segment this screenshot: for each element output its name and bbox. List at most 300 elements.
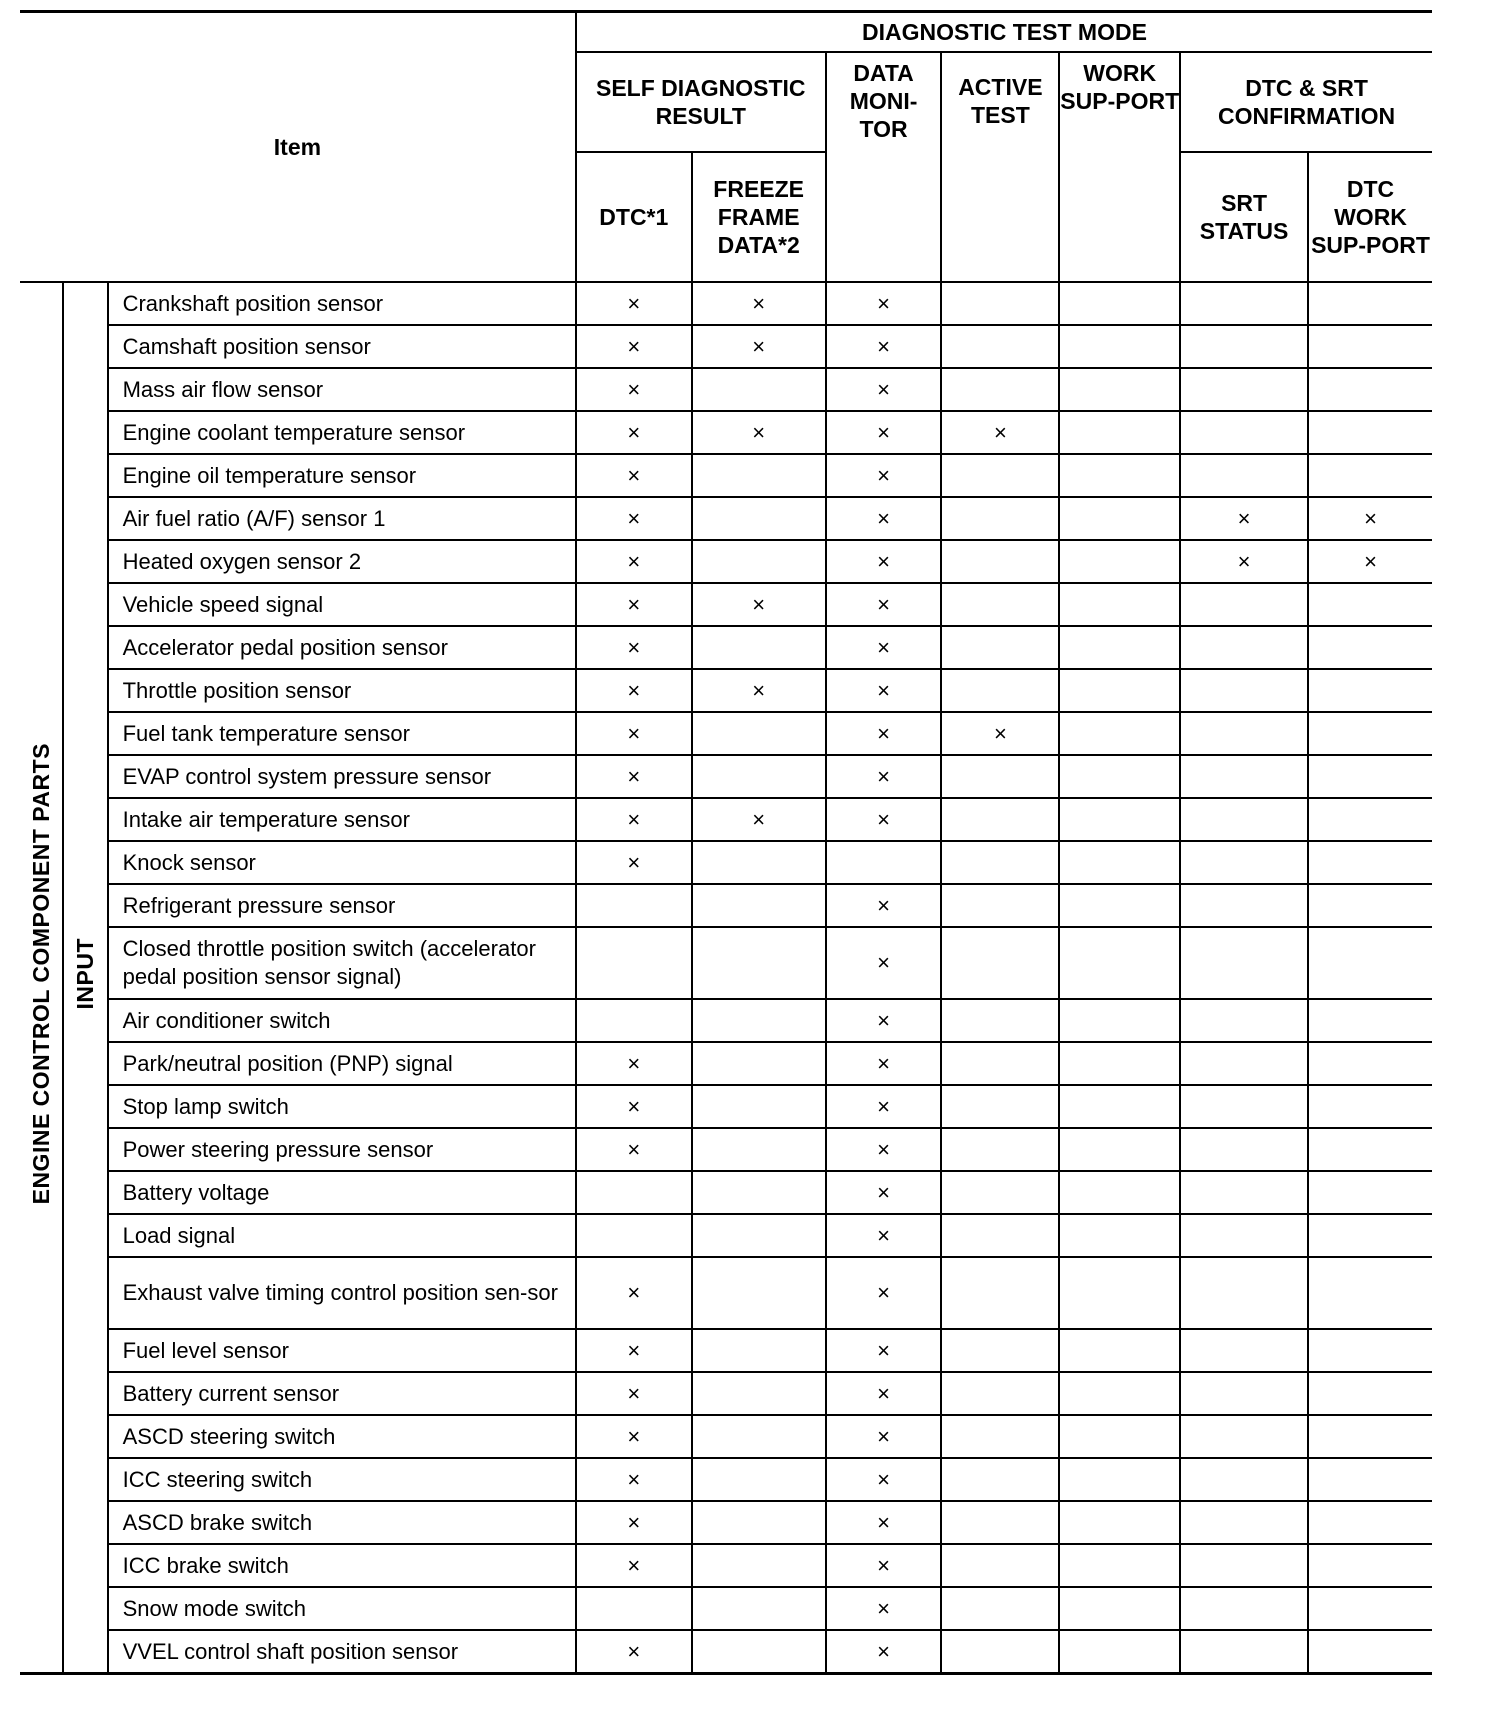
check-mark: ×: [877, 333, 890, 359]
work-support-cell: [1059, 1458, 1180, 1501]
data-monitor-cell: [826, 583, 942, 626]
dtc-cell: [576, 411, 692, 454]
freeze-frame-cell: [692, 325, 826, 368]
data-monitor-cell: [826, 1329, 942, 1372]
check-mark: ×: [877, 1007, 890, 1033]
item-name: Closed throttle position switch (accelerator pedal position sensor signal): [108, 927, 576, 999]
subcategory-label: INPUT: [72, 938, 99, 1010]
table-row: [20, 669, 1432, 712]
diagnostic-mode-table-container: [20, 10, 1432, 1675]
data-monitor-cell: [826, 540, 942, 583]
item-name: Camshaft position sensor: [108, 325, 576, 368]
check-mark: ×: [877, 290, 890, 316]
data-monitor-cell: [826, 999, 942, 1042]
table-body: [20, 282, 1432, 1674]
item-name: EVAP control system pressure sensor: [108, 755, 576, 798]
data-monitor-cell: [826, 1544, 942, 1587]
work-support-cell: [1059, 368, 1180, 411]
work-support-cell: [1059, 1171, 1180, 1214]
freeze-frame-cell: [692, 1372, 826, 1415]
freeze-frame-cell: [692, 927, 826, 999]
freeze-frame-cell: [692, 1458, 826, 1501]
check-mark: ×: [627, 634, 641, 660]
item-name: Power steering pressure sensor: [108, 1128, 576, 1171]
data-monitor-cell: [826, 1587, 942, 1630]
dtc-cell: [576, 1372, 692, 1415]
item-name: Battery current sensor: [108, 1372, 576, 1415]
check-mark: ×: [627, 1509, 641, 1535]
table-row: [20, 1257, 1432, 1329]
check-mark: ×: [627, 1050, 641, 1076]
check-mark: ×: [877, 1466, 890, 1492]
work-support-cell: [1059, 411, 1180, 454]
dtc-work-support-cell: [1308, 368, 1432, 411]
check-mark: ×: [627, 1423, 641, 1449]
table-row: [20, 626, 1432, 669]
work-support-cell: [1059, 454, 1180, 497]
freeze-frame-data-header: FREEZE FRAME DATA*2: [692, 152, 826, 282]
dtc-work-support-cell: [1308, 454, 1432, 497]
check-mark: ×: [627, 419, 641, 445]
active-test-cell: [941, 841, 1059, 884]
freeze-frame-cell: [692, 1085, 826, 1128]
item-name: Intake air temperature sensor: [108, 798, 576, 841]
freeze-frame-cell: [692, 1214, 826, 1257]
dtc-work-support-cell: [1308, 1415, 1432, 1458]
check-mark: ×: [752, 333, 766, 359]
check-mark: ×: [877, 892, 890, 918]
data-monitor-cell: [826, 454, 942, 497]
check-mark: ×: [877, 1179, 890, 1205]
dtc-work-support-cell: [1308, 1171, 1432, 1214]
dtc-cell: [576, 1630, 692, 1674]
table-row: [20, 583, 1432, 626]
subcategory-group-cell: [63, 282, 107, 1674]
item-name: Engine oil temperature sensor: [108, 454, 576, 497]
freeze-frame-cell: [692, 454, 826, 497]
item-name: VVEL control shaft position sensor: [108, 1630, 576, 1674]
item-name: Crankshaft position sensor: [108, 282, 576, 325]
item-name: Fuel level sensor: [108, 1329, 576, 1372]
check-mark: ×: [877, 1595, 890, 1621]
active-test-cell: [941, 1171, 1059, 1214]
table-row: [20, 755, 1432, 798]
data-monitor-cell: [826, 1458, 942, 1501]
freeze-frame-cell: [692, 669, 826, 712]
freeze-frame-cell: [692, 368, 826, 411]
table-row: [20, 282, 1432, 325]
dtc-work-support-cell: [1308, 1128, 1432, 1171]
dtc-cell: [576, 1085, 692, 1128]
srt-status-cell: [1180, 712, 1308, 755]
data-monitor-header: [826, 52, 942, 282]
dtc-cell: [576, 841, 692, 884]
work-support-cell: [1059, 1544, 1180, 1587]
item-name: Refrigerant pressure sensor: [108, 884, 576, 927]
dtc-work-support-cell: [1308, 325, 1432, 368]
category-label: ENGINE CONTROL COMPONENT PARTS: [28, 743, 55, 1205]
srt-status-cell: [1180, 1544, 1308, 1587]
dtc-cell: [576, 712, 692, 755]
active-test-cell: [941, 1085, 1059, 1128]
self-diagnostic-result-header: SELF DIAGNOSTIC RESULT: [576, 52, 826, 152]
active-test-cell: [941, 1214, 1059, 1257]
dtc-work-support-cell: [1308, 1458, 1432, 1501]
item-name: Air conditioner switch: [108, 999, 576, 1042]
data-monitor-cell: [826, 1501, 942, 1544]
check-mark: ×: [1364, 548, 1377, 574]
work-support-cell: [1059, 1329, 1180, 1372]
work-support-cell: [1059, 540, 1180, 583]
check-mark: ×: [627, 849, 641, 875]
check-mark: ×: [877, 591, 890, 617]
check-mark: ×: [877, 763, 890, 789]
active-test-cell: [941, 497, 1059, 540]
table-row: [20, 1329, 1432, 1372]
table-row: [20, 841, 1432, 884]
freeze-frame-cell: [692, 712, 826, 755]
table-row: [20, 1171, 1432, 1214]
srt-status-cell: [1180, 540, 1308, 583]
freeze-frame-cell: [692, 497, 826, 540]
data-monitor-cell: [826, 1257, 942, 1329]
check-mark: ×: [1237, 548, 1251, 574]
item-name: ICC steering switch: [108, 1458, 576, 1501]
item-name: Snow mode switch: [108, 1587, 576, 1630]
dtc-work-support-cell: [1308, 1329, 1432, 1372]
check-mark: ×: [752, 419, 766, 445]
dtc-work-support-cell: [1308, 1085, 1432, 1128]
item-name: Battery voltage: [108, 1171, 576, 1214]
active-test-cell: [941, 884, 1059, 927]
freeze-frame-cell: [692, 583, 826, 626]
dtc-cell: [576, 325, 692, 368]
table-row: [20, 798, 1432, 841]
table-row: [20, 1458, 1432, 1501]
data-monitor-label: DATA MONI-TOR: [849, 60, 918, 142]
check-mark: ×: [877, 376, 890, 402]
srt-status-cell: [1180, 1329, 1308, 1372]
data-monitor-cell: [826, 927, 942, 999]
dtc-work-support-cell: [1308, 1501, 1432, 1544]
freeze-frame-cell: [692, 1171, 826, 1214]
check-mark: ×: [627, 1280, 641, 1305]
check-mark: ×: [877, 1380, 890, 1406]
data-monitor-cell: [826, 497, 942, 540]
data-monitor-cell: [826, 669, 942, 712]
active-test-cell: [941, 454, 1059, 497]
work-support-cell: [1059, 1257, 1180, 1329]
data-monitor-cell: [826, 1171, 942, 1214]
check-mark: ×: [627, 548, 641, 574]
item-name: Knock sensor: [108, 841, 576, 884]
table-row: [20, 454, 1432, 497]
dtc-work-support-cell: [1308, 999, 1432, 1042]
item-name: Throttle position sensor: [108, 669, 576, 712]
active-test-cell: [941, 1372, 1059, 1415]
check-mark: ×: [627, 290, 641, 316]
dtc-work-support-cell: [1308, 1257, 1432, 1329]
item-name: Stop lamp switch: [108, 1085, 576, 1128]
dtc-work-support-cell: [1308, 712, 1432, 755]
dtc-work-support-cell: [1308, 1372, 1432, 1415]
dtc-cell: [576, 454, 692, 497]
item-name: Fuel tank temperature sensor: [108, 712, 576, 755]
freeze-frame-cell: [692, 1587, 826, 1630]
dtc-work-support-cell: [1308, 411, 1432, 454]
item-name: ASCD brake switch: [108, 1501, 576, 1544]
srt-status-cell: [1180, 841, 1308, 884]
dtc-srt-confirmation-header: DTC & SRT CONFIRMATION: [1180, 52, 1432, 152]
active-test-cell: [941, 669, 1059, 712]
item-name: ICC brake switch: [108, 1544, 576, 1587]
srt-status-cell: [1180, 282, 1308, 325]
active-test-cell: [941, 1257, 1059, 1329]
check-mark: ×: [877, 1552, 890, 1578]
table-row: [20, 497, 1432, 540]
active-test-cell: [941, 1587, 1059, 1630]
item-name: Park/neutral position (PNP) signal: [108, 1042, 576, 1085]
table-row: [20, 1415, 1432, 1458]
dtc-cell: [576, 999, 692, 1042]
dtc-work-support-cell: [1308, 755, 1432, 798]
srt-status-cell: [1180, 325, 1308, 368]
check-mark: ×: [627, 333, 641, 359]
dtc-work-support-cell: [1308, 540, 1432, 583]
check-mark: ×: [627, 376, 641, 402]
check-mark: ×: [877, 1638, 890, 1664]
srt-status-cell: [1180, 1501, 1308, 1544]
dtc-cell: [576, 798, 692, 841]
work-support-cell: [1059, 1587, 1180, 1630]
work-support-cell: [1059, 626, 1180, 669]
work-support-cell: [1059, 1128, 1180, 1171]
data-monitor-cell: [826, 1085, 942, 1128]
srt-status-cell: [1180, 1587, 1308, 1630]
srt-status-cell: [1180, 755, 1308, 798]
srt-status-cell: [1180, 927, 1308, 999]
srt-status-cell: [1180, 1415, 1308, 1458]
srt-status-cell: [1180, 1372, 1308, 1415]
freeze-frame-cell: [692, 841, 826, 884]
check-mark: ×: [877, 462, 890, 488]
freeze-frame-cell: [692, 884, 826, 927]
data-monitor-cell: [826, 325, 942, 368]
srt-status-cell: [1180, 583, 1308, 626]
work-support-cell: [1059, 669, 1180, 712]
dtc-work-support-cell: [1308, 884, 1432, 927]
check-mark: ×: [752, 591, 766, 617]
freeze-frame-cell: [692, 1415, 826, 1458]
check-mark: ×: [877, 1337, 890, 1363]
dtc-cell: [576, 884, 692, 927]
srt-status-cell: [1180, 1042, 1308, 1085]
check-mark: ×: [877, 806, 890, 832]
freeze-frame-cell: [692, 1501, 826, 1544]
dtc-cell: [576, 626, 692, 669]
table-row: [20, 325, 1432, 368]
check-mark: ×: [752, 290, 766, 316]
work-support-cell: [1059, 1501, 1180, 1544]
check-mark: ×: [752, 806, 766, 832]
dtc-work-support-cell: [1308, 798, 1432, 841]
item-name: Engine coolant temperature sensor: [108, 411, 576, 454]
active-test-cell: [941, 325, 1059, 368]
dtc-cell: [576, 540, 692, 583]
dtc-work-support-cell: [1308, 1630, 1432, 1674]
dtc-cell: [576, 1458, 692, 1501]
active-test-cell: [941, 1128, 1059, 1171]
data-monitor-cell: [826, 626, 942, 669]
check-mark: ×: [993, 419, 1007, 445]
active-test-cell: [941, 282, 1059, 325]
srt-status-cell: [1180, 368, 1308, 411]
check-mark: ×: [627, 591, 641, 617]
check-mark: ×: [627, 505, 641, 531]
active-test-label: ACTIVE TEST: [958, 74, 1043, 128]
dtc-work-support-cell: [1308, 841, 1432, 884]
active-test-cell: [941, 798, 1059, 841]
srt-status-cell: [1180, 1214, 1308, 1257]
active-test-cell: [941, 712, 1059, 755]
work-support-cell: [1059, 712, 1180, 755]
dtc-work-support-cell: [1308, 1544, 1432, 1587]
check-mark: ×: [627, 1337, 641, 1363]
active-test-cell: [941, 1630, 1059, 1674]
dtc-cell: [576, 1257, 692, 1329]
active-test-cell: [941, 1329, 1059, 1372]
active-test-cell: [941, 368, 1059, 411]
work-support-header: [1059, 52, 1180, 282]
check-mark: ×: [1364, 505, 1377, 531]
data-monitor-cell: [826, 798, 942, 841]
table-row: [20, 712, 1432, 755]
data-monitor-cell: [826, 1630, 942, 1674]
check-mark: ×: [627, 1638, 641, 1664]
freeze-frame-cell: [692, 540, 826, 583]
check-mark: ×: [1237, 505, 1251, 531]
dtc-work-support-cell: [1308, 626, 1432, 669]
srt-status-cell: [1180, 1128, 1308, 1171]
dtc-cell: [576, 1544, 692, 1587]
dtc-cell: [576, 755, 692, 798]
data-monitor-cell: [826, 1214, 942, 1257]
dtc-cell: [576, 1329, 692, 1372]
data-monitor-cell: [826, 1042, 942, 1085]
item-name: Mass air flow sensor: [108, 368, 576, 411]
srt-status-cell: [1180, 626, 1308, 669]
item-header: Item: [20, 12, 576, 283]
dtc-cell: [576, 497, 692, 540]
data-monitor-cell: [826, 884, 942, 927]
item-name: ASCD steering switch: [108, 1415, 576, 1458]
data-monitor-cell: [826, 411, 942, 454]
data-monitor-cell: [826, 1372, 942, 1415]
work-support-cell: [1059, 1415, 1180, 1458]
check-mark: ×: [877, 548, 890, 574]
active-test-cell: [941, 1458, 1059, 1501]
diagnostic-test-mode-header: DIAGNOSTIC TEST MODE: [576, 12, 1432, 53]
dtc-work-support-header: DTC WORK SUP-PORT: [1308, 152, 1432, 282]
data-monitor-cell: [826, 368, 942, 411]
data-monitor-cell: [826, 282, 942, 325]
active-test-cell: [941, 626, 1059, 669]
item-name: Accelerator pedal position sensor: [108, 626, 576, 669]
work-support-cell: [1059, 1372, 1180, 1415]
active-test-cell: [941, 927, 1059, 999]
active-test-cell: [941, 540, 1059, 583]
check-mark: ×: [877, 1222, 890, 1248]
work-support-cell: [1059, 282, 1180, 325]
freeze-frame-cell: [692, 626, 826, 669]
check-mark: ×: [877, 720, 890, 746]
work-support-cell: [1059, 798, 1180, 841]
work-support-cell: [1059, 755, 1180, 798]
active-test-header: [941, 52, 1059, 282]
dtc-cell: [576, 368, 692, 411]
check-mark: ×: [627, 720, 641, 746]
work-support-cell: [1059, 497, 1180, 540]
freeze-frame-cell: [692, 282, 826, 325]
dtc-header: DTC*1: [576, 152, 692, 282]
data-monitor-cell: [826, 1415, 942, 1458]
check-mark: ×: [877, 1423, 890, 1449]
work-support-cell: [1059, 884, 1180, 927]
check-mark: ×: [877, 677, 890, 703]
dtc-cell: [576, 1587, 692, 1630]
srt-status-cell: [1180, 999, 1308, 1042]
check-mark: ×: [877, 419, 890, 445]
item-name: Exhaust valve timing control position sen-sor: [108, 1257, 576, 1329]
dtc-cell: [576, 1042, 692, 1085]
srt-status-cell: [1180, 798, 1308, 841]
srt-status-header: SRT STATUS: [1180, 152, 1308, 282]
work-support-cell: [1059, 1630, 1180, 1674]
srt-status-cell: [1180, 411, 1308, 454]
table-row: [20, 1085, 1432, 1128]
freeze-frame-cell: [692, 1329, 826, 1372]
item-name: Air fuel ratio (A/F) sensor 1: [108, 497, 576, 540]
srt-status-cell: [1180, 669, 1308, 712]
srt-status-cell: [1180, 1171, 1308, 1214]
check-mark: ×: [877, 1093, 890, 1119]
work-support-label: WORK SUP-PORT: [1060, 60, 1180, 114]
check-mark: ×: [627, 1466, 641, 1492]
freeze-frame-cell: [692, 1630, 826, 1674]
table-row: [20, 411, 1432, 454]
dtc-cell: [576, 669, 692, 712]
table-row: [20, 368, 1432, 411]
dtc-work-support-cell: [1308, 583, 1432, 626]
table-row: [20, 1214, 1432, 1257]
work-support-cell: [1059, 1085, 1180, 1128]
srt-status-cell: [1180, 1257, 1308, 1329]
check-mark: ×: [627, 677, 641, 703]
freeze-frame-cell: [692, 1544, 826, 1587]
check-mark: ×: [877, 1050, 890, 1076]
dtc-cell: [576, 583, 692, 626]
freeze-frame-cell: [692, 411, 826, 454]
data-monitor-cell: [826, 841, 942, 884]
srt-status-cell: [1180, 884, 1308, 927]
dtc-cell: [576, 1214, 692, 1257]
dtc-work-support-cell: [1308, 497, 1432, 540]
dtc-work-support-cell: [1308, 1042, 1432, 1085]
check-mark: ×: [627, 1093, 641, 1119]
work-support-cell: [1059, 999, 1180, 1042]
check-mark: ×: [877, 1509, 890, 1535]
check-mark: ×: [627, 1380, 641, 1406]
